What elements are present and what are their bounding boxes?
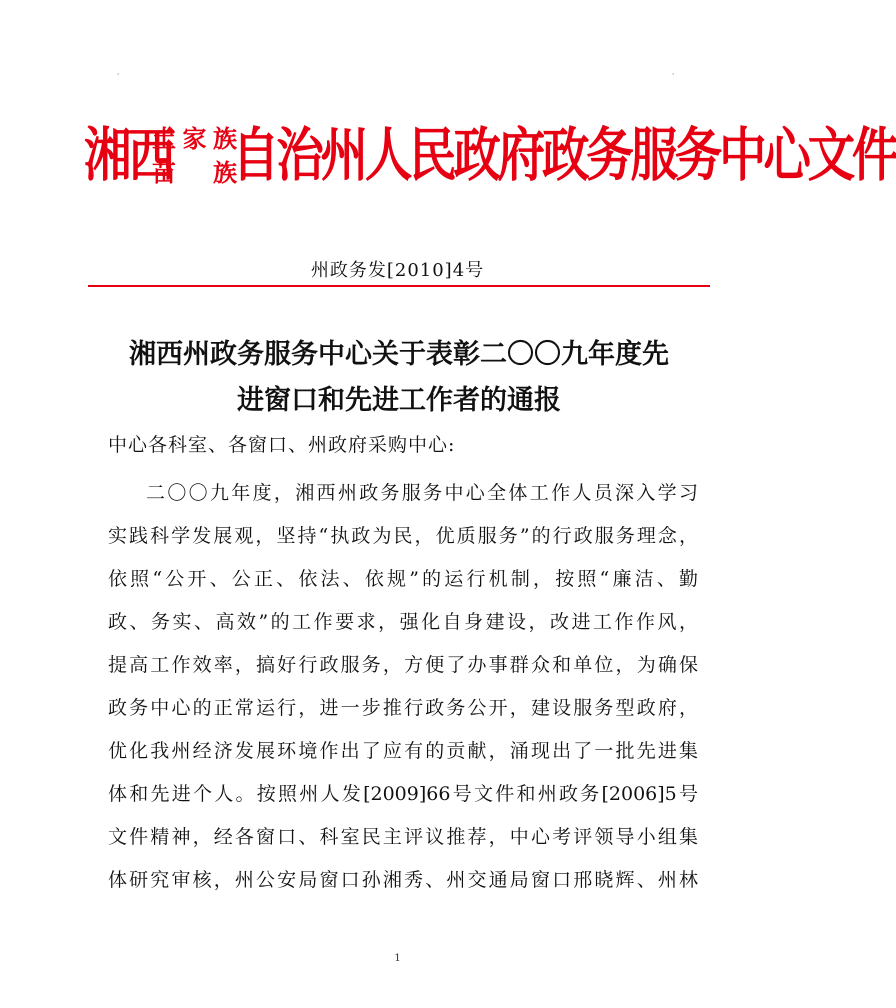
title-line-2: 进窗口和先进工作者的通报 xyxy=(237,385,561,416)
document-number: 州政务发[2010]4号 xyxy=(310,260,485,281)
page-number: 1 xyxy=(394,953,401,964)
masthead-part1: 湘西 xyxy=(84,121,173,189)
body-line: 优化我州经济发展环境作出了应有的贡献，涌现出了一批先进集 xyxy=(108,740,698,762)
masthead-ethnic-stack xyxy=(152,122,236,190)
body-line: 文件精神，经各窗口、科室民主评议推荐，中心考评领导小组集 xyxy=(108,826,698,848)
red-divider-line xyxy=(88,285,710,287)
body-paragraph xyxy=(108,472,698,902)
masthead-stack-top: 土家族 xyxy=(152,125,236,153)
body-line: 体和先进个人。按照州人发[2009]66号文件和州政务[2006]5号 xyxy=(108,783,698,805)
body-line: 二〇〇九年度，湘西州政务服务中心全体工作人员深入学习 xyxy=(146,482,698,504)
corner-mark-left: ' xyxy=(117,72,120,81)
addressee: 中心各科室、各窗口、州政府采购中心: xyxy=(108,434,456,456)
document-title xyxy=(96,332,702,424)
title-line-1: 湘西州政务服务中心关于表彰二〇〇九年度先 xyxy=(129,339,669,370)
masthead-part2: 自治州人民政府政务服务中心文件 xyxy=(232,121,896,189)
masthead-stack-bottom: 苗 族 xyxy=(152,159,236,187)
body-line: 政务中心的正常运行，进一步推行政务公开，建设服务型政府， xyxy=(108,697,698,719)
body-line: 提高工作效率，搞好行政服务，方便了办事群众和单位，为确保 xyxy=(108,654,698,676)
body-line: 政、务实、高效”的工作要求，强化自身建设，改进工作作风， xyxy=(108,611,698,633)
body-line: 依照“公开、公正、依法、依规”的运行机制，按照“廉洁、勤 xyxy=(108,568,698,590)
body-line: 体研究审核，州公安局窗口孙湘秀、州交通局窗口邢晓辉、州林 xyxy=(108,869,698,891)
document-masthead xyxy=(84,116,896,196)
corner-mark-right: ' xyxy=(672,72,675,81)
body-line: 实践科学发展观，坚持“执政为民，优质服务”的行政服务理念， xyxy=(108,525,698,547)
